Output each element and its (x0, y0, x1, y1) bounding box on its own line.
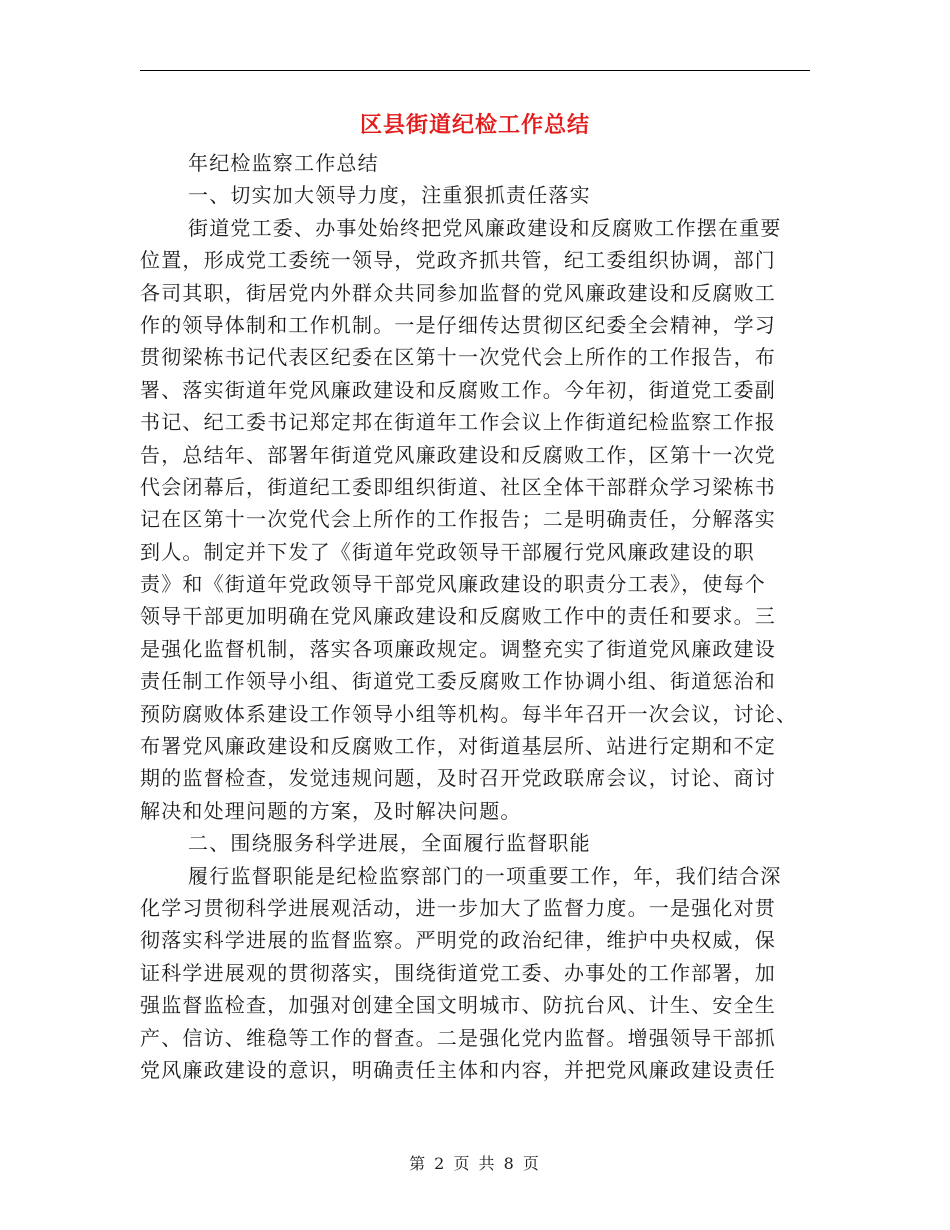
paragraph-line: 履行监督职能是纪检监察部门的一项重要工作，年，我们结合深 (188, 863, 782, 888)
paragraph-line: 代会闭幕后，街道纪工委即组织街道、社区全体干部群众学习梁栋书 (140, 474, 776, 499)
paragraph-line: 产、信访、维稳等工作的督查。二是强化党内监督。增强领导干部抓 (140, 1025, 776, 1050)
paragraph-line: 布署党风廉政建设和反腐败工作，对街道基层所、站进行定期和不定 (140, 734, 776, 759)
paragraph-line: 党风廉政建设的意识，明确责任主体和内容，并把党风廉政建设责任 (140, 1057, 776, 1082)
document-body (140, 147, 810, 1086)
paragraph-line: 各司其职，街居党内外群众共同参加监督的党风廉政建设和反腐败工 (140, 280, 776, 305)
paragraph-line: 记在区第十一次党代会上所作的工作报告；二是明确责任，分解落实 (140, 507, 776, 532)
paragraph-line: 预防腐败体系建设工作领导小组等机构。每半年召开一次会议，讨论、 (140, 701, 798, 726)
document-title: 区县街道纪检工作总结 (359, 112, 590, 138)
paragraph-line: 一、切实加大领导力度，注重狠抓责任落实 (188, 183, 591, 208)
paragraph-line: 解决和处理问题的方案，及时解决问题。 (140, 798, 522, 823)
paragraph-line: 领导干部更加明确在党风廉政建设和反腐败工作中的责任和要求。三 (140, 604, 776, 629)
paragraph-line: 二、围绕服务科学进展，全面履行监督职能 (188, 831, 591, 856)
header-rule (140, 70, 810, 71)
paragraph-line: 证科学进展观的贯彻落实，围绕街道党工委、办事处的工作部署，加 (140, 960, 776, 985)
paragraph-line: 化学习贯彻科学进展观活动，进一步加大了监督力度。一是强化对贯 (140, 895, 776, 920)
paragraph-line: 书记、纪工委书记郑定邦在街道年工作会议上作街道纪检监察工作报 (140, 410, 776, 435)
paragraph-line: 署、落实街道年党风廉政建设和反腐败工作。今年初，街道党工委副 (140, 377, 776, 402)
paragraph-line: 期的监督检查，发觉违规问题，及时召开党政联席会议，讨论、商讨 (140, 766, 776, 791)
paragraph-line: 强监督监检查，加强对创建全国文明城市、防抗台风、计生、安全生 (140, 993, 776, 1018)
paragraph-line: 彻落实科学进展的监督监察。严明党的政治纪律，维护中央权威，保 (140, 928, 776, 953)
paragraph-line: 作的领导体制和工作机制。一是仔细传达贯彻区纪委全会精神，学习 (140, 312, 776, 337)
paragraph-line: 年纪检监察工作总结 (188, 151, 379, 175)
page-number-footer: 第 2 页 共 8 页 (409, 1154, 541, 1173)
paragraph-line: 责》和《街道年党政领导干部党风廉政建设的职责分工表》，使每个 (140, 572, 766, 597)
paragraph-line: 贯彻梁栋书记代表区纪委在区第十一次党代会上所作的工作报告，布 (140, 345, 776, 370)
paragraph-line: 街道党工委、办事处始终把党风廉政建设和反腐败工作摆在重要 (188, 215, 782, 240)
paragraph-line: 告，总结年、部署年街道党风廉政建设和反腐败工作，区第十一次党 (140, 442, 776, 467)
paragraph-line: 位置，形成党工委统一领导，党政齐抓共管，纪工委组织协调，部门 (140, 248, 776, 273)
paragraph-line: 是强化监督机制，落实各项廉政规定。调整充实了街道党风廉政建设 (140, 636, 776, 661)
paragraph-line: 到人。制定并下发了《街道年党政领导干部履行党风廉政建设的职 (140, 539, 755, 564)
paragraph-line: 责任制工作领导小组、街道党工委反腐败工作协调小组、街道惩治和 (140, 669, 776, 694)
